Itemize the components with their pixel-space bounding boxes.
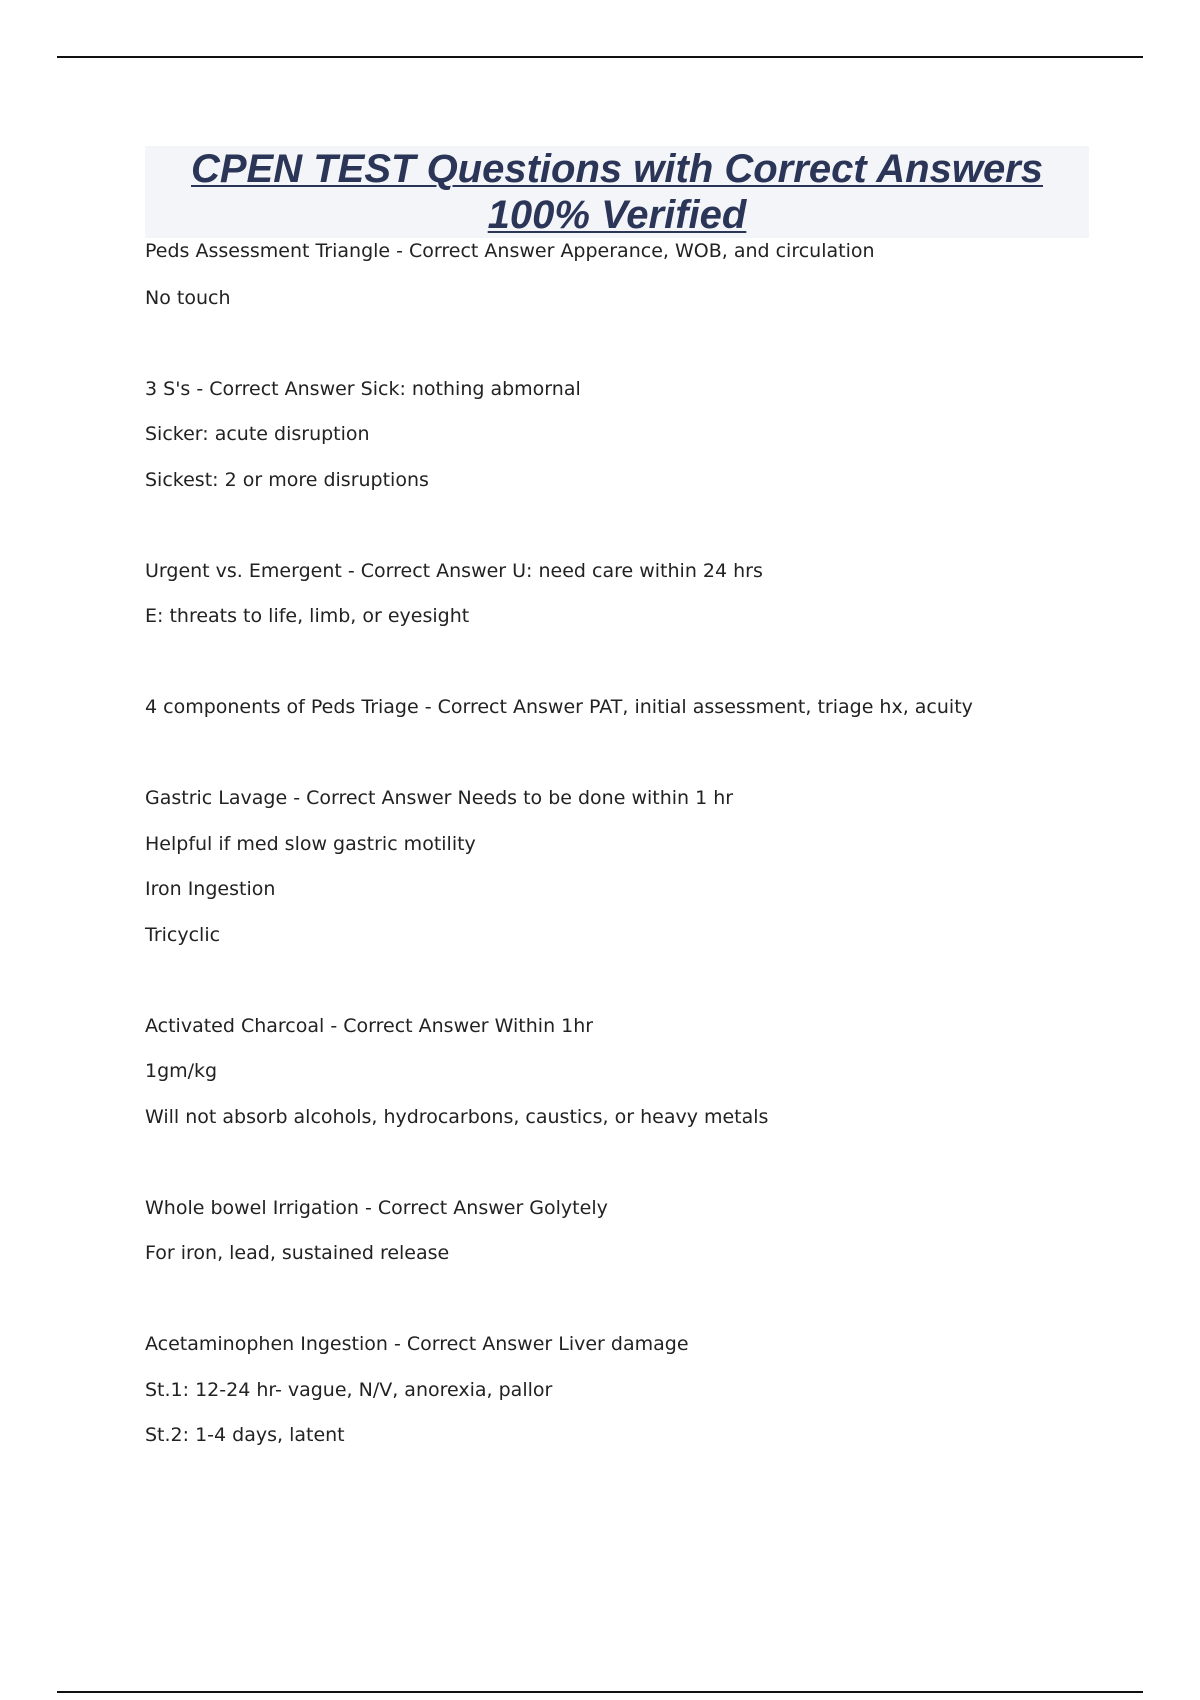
- document-title-line-1: CPEN TEST Questions with Correct Answers: [190, 147, 1043, 191]
- qa-answer-line: E: threats to life, limb, or eyesight: [145, 605, 470, 627]
- qa-answer-line: Sickest: 2 or more disruptions: [145, 469, 429, 491]
- qa-question-line: 4 components of Peds Triage - Correct Answer PAT, initial assessment, triage hx, acuity: [145, 696, 973, 718]
- qa-question-line: Whole bowel Irrigation - Correct Answer Golytely: [145, 1197, 608, 1219]
- footer-rule: [57, 1691, 1143, 1693]
- document-title-banner: [145, 146, 1089, 238]
- qa-answer-line: No touch: [145, 287, 231, 309]
- header-rule: [57, 56, 1143, 58]
- qa-question-line: Activated Charcoal - Correct Answer Within 1hr: [145, 1015, 594, 1037]
- qa-answer-line: For iron, lead, sustained release: [145, 1242, 450, 1264]
- qa-question-line: Acetaminophen Ingestion - Correct Answer Liver damage: [145, 1333, 689, 1355]
- qa-answer-line: St.2: 1-4 days, latent: [145, 1424, 345, 1446]
- qa-answer-line: Sicker: acute disruption: [145, 423, 370, 445]
- qa-answer-line: Will not absorb alcohols, hydrocarbons, caustics, or heavy metals: [145, 1106, 769, 1128]
- qa-answer-line: 1gm/kg: [145, 1060, 218, 1082]
- qa-answer-line: Iron Ingestion: [145, 878, 276, 900]
- qa-answer-line: St.1: 12-24 hr- vague, N/V, anorexia, pallor: [145, 1379, 553, 1401]
- qa-question-line: 3 S's - Correct Answer Sick: nothing abmornal: [145, 378, 581, 400]
- qa-question-line: Peds Assessment Triangle - Correct Answer Apperance, WOB, and circulation: [145, 240, 875, 262]
- qa-question-line: Urgent vs. Emergent - Correct Answer U: need care within 24 hrs: [145, 560, 763, 582]
- document-title-line-2: 100% Verified: [487, 193, 747, 237]
- qa-question-line: Gastric Lavage - Correct Answer Needs to be done within 1 hr: [145, 787, 734, 809]
- qa-answer-line: Tricyclic: [145, 924, 221, 946]
- qa-answer-line: Helpful if med slow gastric motility: [145, 833, 476, 855]
